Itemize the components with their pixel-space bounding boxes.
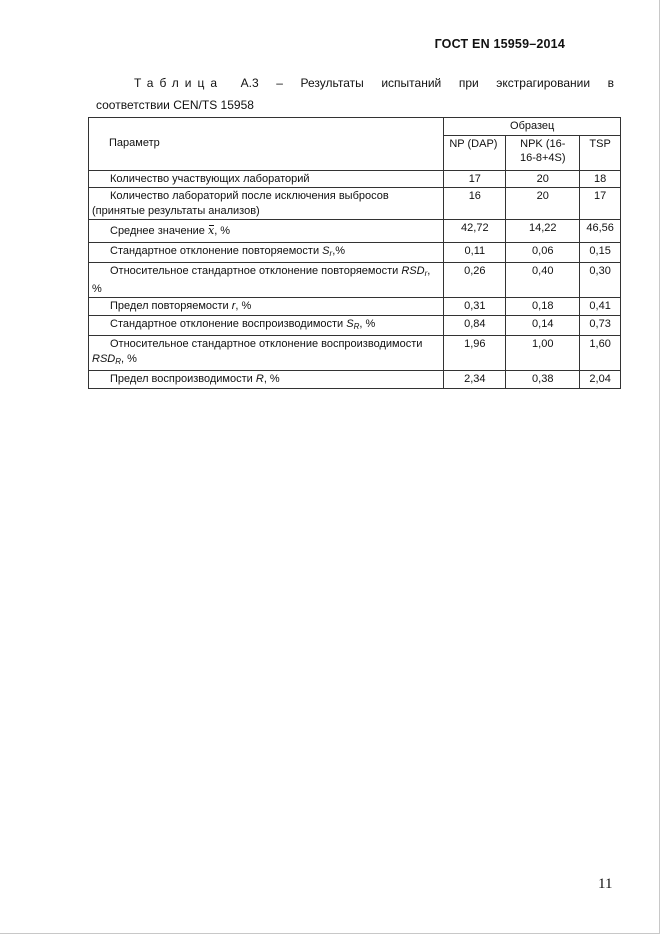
- cell-value: 0,73: [580, 315, 621, 336]
- caption-label: Таблица: [134, 76, 224, 90]
- sample-header: Образец: [444, 118, 621, 136]
- cell-value: 0,31: [444, 298, 506, 316]
- cell-value: 0,84: [444, 315, 506, 336]
- cell-value: 0,40: [506, 263, 580, 298]
- table-row: [89, 315, 621, 336]
- row-label: Предел повторяемости r, %: [89, 298, 444, 316]
- param-header: Параметр: [89, 118, 444, 171]
- cell-value: 0,18: [506, 298, 580, 316]
- cell-value: 0,11: [444, 242, 506, 263]
- table-row: [89, 263, 621, 298]
- cell-value: 17: [444, 170, 506, 188]
- table-row: [89, 188, 621, 220]
- caption-title: А.3 – Результаты испытаний при экстрагировании в: [240, 76, 614, 90]
- row-label: Стандартное отклонение воспроизводимости $S_R$, %: [89, 315, 444, 336]
- row-label: Предел воспроизводимости R, %: [89, 371, 444, 389]
- page-number: 11: [598, 876, 613, 892]
- cell-value: 1,00: [506, 336, 580, 371]
- row-label: Количество лабораторий после исключения выбросов (принятые результаты анализов): [89, 188, 444, 220]
- row-label: Относительное стандартное отклонение повторяемости $RSD_r$, %: [89, 263, 444, 298]
- cell-value: 14,22: [506, 220, 580, 243]
- table-row: [89, 170, 621, 188]
- cell-value: 46,56: [580, 220, 621, 243]
- table-row: [89, 220, 621, 243]
- caption-line-1: [96, 72, 614, 94]
- cell-value: 0,14: [506, 315, 580, 336]
- sample-npk-header: NPK (16-16-8+4S): [506, 135, 580, 170]
- cell-value: 16: [444, 188, 506, 220]
- row-label: Относительное стандартное отклонение воспроизводимости $RSD_R$, %: [89, 336, 444, 371]
- cell-value: 20: [506, 170, 580, 188]
- table-header-row: [89, 118, 621, 136]
- table-row: [89, 242, 621, 263]
- row-label: Стандартное отклонение повторяемости $S_r,\%$: [89, 242, 444, 263]
- sample-tsp-header: TSP: [580, 135, 621, 170]
- cell-value: 0,30: [580, 263, 621, 298]
- row-label: Количество участвующих лабораторий: [89, 170, 444, 188]
- cell-value: 0,06: [506, 242, 580, 263]
- cell-value: 0,15: [580, 242, 621, 263]
- cell-value: 2,04: [580, 371, 621, 389]
- table-row: [89, 298, 621, 316]
- results-table: [88, 117, 621, 389]
- cell-value: 17: [580, 188, 621, 220]
- caption-line-2: соответствии CEN/TS 15958: [96, 98, 254, 112]
- cell-value: 0,38: [506, 371, 580, 389]
- row-label: Среднее значение x, %: [89, 220, 444, 243]
- cell-value: 0,41: [580, 298, 621, 316]
- document-code: ГОСТ EN 15959–2014: [434, 37, 565, 51]
- table-row: [89, 336, 621, 371]
- cell-value: 2,34: [444, 371, 506, 389]
- sample-np-header: NP (DAP): [444, 135, 506, 170]
- cell-value: 20: [506, 188, 580, 220]
- table-row: [89, 371, 621, 389]
- cell-value: 18: [580, 170, 621, 188]
- cell-value: 0,26: [444, 263, 506, 298]
- mean-symbol: x: [207, 224, 215, 237]
- cell-value: 42,72: [444, 220, 506, 243]
- cell-value: 1,96: [444, 336, 506, 371]
- table-caption: [96, 72, 614, 116]
- cell-value: 1,60: [580, 336, 621, 371]
